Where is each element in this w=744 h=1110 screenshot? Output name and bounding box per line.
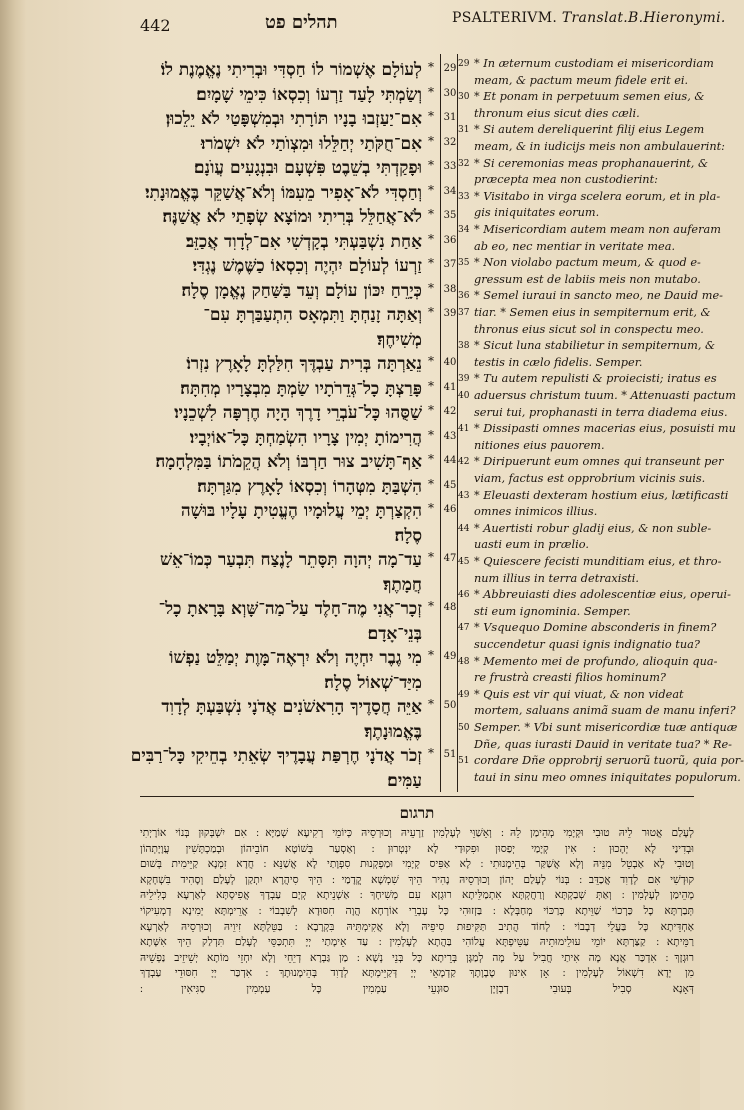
latin-running-title <box>452 10 726 26</box>
latin-verse-text: Dñe, quas iurasti Dauid in veritate tua? * Re- <box>474 737 732 751</box>
latin-verse-line <box>458 554 722 570</box>
latin-verse-text: testis in cælo fidelis. Semper. <box>474 355 643 369</box>
targum-line: לְעָלַם אֲטוּר לֵיהּ טוּבִי וּקְיָמִי מְהֵימַן לֵהּ ׃ וְאֵשַׁוֵּי לְעָלְמִין זַרְעֵיהּ וְכוּרְסֵיהּ כְּיוֹמֵי רְקִיעָא שְׁמַיָּא ׃ אִם יִשְׁבְּקוּן בְּנוֹי אוֹרָיְתִי <box>140 827 694 839</box>
hebrew-verse-marker: * <box>428 427 434 442</box>
hebrew-verse-marker: * <box>428 452 434 466</box>
latin-verse-text: re frustrà creasti filios hominum? <box>474 671 666 685</box>
latin-verse-line <box>460 471 706 487</box>
latin-verse-number: 41 <box>458 424 470 435</box>
hebrew-verse-line: פָּרַצְתָּ כָל־גְּדֵרֹתָיו שַׂמְתָּ מִבְצָרָיו מְחִתָּה׃ <box>180 378 422 399</box>
hebrew-verse-marker: * <box>428 501 434 515</box>
hebrew-verse-number: 40 <box>443 357 457 368</box>
hebrew-verse-line: וְחַסְדִּי לֹא־אָפִיר מֵעִמּוֹ וְלֹא־אֲשַׁקֵּר בֶּאֱמוּנָתִי׃ <box>145 182 422 203</box>
latin-verse-line <box>460 438 694 454</box>
hebrew-verse-marker: * <box>428 305 434 319</box>
latin-verse-text: * Visitabo in virga scelera eorum, et in pla- <box>474 189 721 203</box>
latin-verse-line <box>458 156 709 172</box>
latin-verse-text: tiar. * Semen eius in sempiternum erit, & <box>474 306 711 319</box>
hebrew-verse-number: 47 <box>443 553 457 564</box>
hebrew-verse-marker: * <box>428 280 434 295</box>
latin-verse-line <box>460 139 725 155</box>
latin-verse-line <box>460 670 694 686</box>
latin-verse-text: * Memento mei de profundo, alioquin qua- <box>474 654 718 668</box>
page-gutter-shadow <box>0 0 26 1110</box>
latin-verse-text: * Quis est vir qui viuat, & non videat <box>474 687 684 701</box>
latin-verse-number: 34 <box>458 225 470 235</box>
latin-verse-number: 32 <box>458 158 470 169</box>
latin-verse-text: * Si autem dereliquerint filij eius Legem <box>474 123 705 137</box>
latin-verse-text: meam, & pactum meum fidele erit ei. <box>474 73 689 87</box>
latin-verse-number: 44 <box>458 523 470 534</box>
latin-verse-line <box>460 703 736 719</box>
hebrew-verse-number: 41 <box>443 381 457 393</box>
latin-verse-line <box>458 305 711 321</box>
latin-verse-line <box>460 687 694 703</box>
latin-verse-number: 35 <box>458 258 470 269</box>
hebrew-verse-number: 33 <box>443 161 457 172</box>
hebrew-verse-line: לְעוֹלָם אֶשְׁמוֹר לוֹ חַסְדִּי וּבְרִיתִי נֶאֱמֶנֶת לוֹ׃ <box>160 60 422 80</box>
targum-line: תְּבַרְתָּא כָל כַּרְכוֹי שַׁוֵּיתָא כְּרַכּוֹי מְחַבְּלָא ׃ בַּזְזוּהִי כָּל עָבְרֵי אוֹרְחָא הֲוָה חִסּוּדָא לְשִׁבְבוֹי ׃ אֲרֵימְתָּא יְמִינָא דְמְעִיקוֹי <box>140 905 694 917</box>
latin-verse-line <box>458 720 738 736</box>
latin-verse-number: 38 <box>458 341 470 352</box>
hebrew-verse-number: 48 <box>443 602 457 613</box>
latin-verse-number: 37 <box>458 308 470 318</box>
hebrew-verse-number: 29 <box>443 63 457 74</box>
latin-verse-line <box>458 222 721 238</box>
latin-verse-number: 43 <box>458 490 470 501</box>
hebrew-verse-line: אִם־יַעַזְבוּ בָנָיו תּוֹרָתִי וּבְמִשְׁפָּטַי לֹא יֵלֵכוּן׃ <box>165 109 422 129</box>
hebrew-verse-marker: * <box>428 158 434 172</box>
latin-verse-text: meam, & in iudicijs meis non ambulauerint: <box>474 140 725 153</box>
hebrew-verse-line: עַמִּים׃ <box>387 770 422 791</box>
latin-verse-line <box>458 454 724 470</box>
hebrew-verse-line: חֲמָתֶךָ׃ <box>383 574 422 595</box>
latin-verse-text: * Si ceremonias meas prophanauerint, & <box>474 156 709 170</box>
latin-verse-line <box>458 388 736 404</box>
hebrew-verse-marker: * <box>428 354 434 368</box>
latin-verse-text: nitiones eius pauorem. <box>474 438 605 452</box>
hebrew-verse-line: זַרְעוֹ לְעוֹלָם יִהְיֶה וְכִסְאוֹ כַשֶּׁמֶשׁ נֶגְדִּי׃ <box>192 256 422 276</box>
hebrew-verse-number: 30 <box>443 87 457 99</box>
hebrew-verse-number: 39 <box>443 308 457 319</box>
latin-verse-line <box>458 56 714 72</box>
latin-verse-line <box>460 405 728 421</box>
latin-verse-text: ab eo, nec mentiar in veritate mea. <box>474 239 676 253</box>
latin-verse-number: 42 <box>458 457 470 468</box>
page-number: 442 <box>140 16 171 35</box>
hebrew-verse-number: 35 <box>443 210 457 221</box>
latin-verse-text: Semper. * Vbi sunt misericordiæ tuæ antiquæ <box>474 721 738 734</box>
latin-verse-text: thronum eius sicut dies cæli. <box>474 106 640 120</box>
latin-verse-text: * Dissipasti omnes macerias eius, posuisti mu <box>474 422 736 436</box>
latin-verse-line <box>458 521 712 537</box>
targum-line: מִן יְדָא דִשְׁאוֹל לְעָלְמִין ׃ אָן אִינוּן טָבָוָתָךְ קַדְמָאֵי יְיָ דְּקַיֵּימְתָּא לְדָוִד בְּהֵימָנוּתָךְ ׃ אִדְכַּר יְיָ חִסּוּדֵי עַבְדָךְ <box>140 967 694 980</box>
hebrew-verse-number: 51 <box>443 749 457 760</box>
latin-verse-number: 49 <box>458 689 470 700</box>
targum-rule <box>140 796 694 797</box>
hebrew-verse-marker: * <box>428 109 434 123</box>
hebrew-verse-number: 49 <box>443 651 457 662</box>
latin-verse-number: 33 <box>458 191 470 202</box>
latin-verse-text: gressum est de labiis meis non mutabo. <box>474 272 701 286</box>
latin-verse-number: 39 <box>458 374 470 385</box>
latin-verse-number: 46 <box>458 590 470 601</box>
two-column-frame <box>130 54 744 792</box>
latin-verse-line <box>460 737 732 753</box>
hebrew-verse-line: וְשַׂמְתִּי לָעַד זַרְעוֹ וְכִסְאוֹ כִּימֵי שָׁמָיִם׃ <box>196 84 422 105</box>
targum-line: קוּדְשִׁי אִם לְדָוִד אֲכַדֵּב ׃ בְּנוֹי לְעָלַם יְהוֹן וְכוּרְסֵיהּ נָהִיר הֵיךְ שִׁמְשָׁא קֳדָמַי ׃ הֵיךְ סִיהֲרָא יִתְקַן לְעָלַם וְסָהִיד בִּשְׁחָקָא <box>140 873 694 886</box>
latin-verse-line <box>460 355 694 371</box>
hebrew-verse-number: 34 <box>443 185 457 197</box>
latin-verse-line <box>460 272 701 288</box>
targum-line: וְטוּבִי לָא אַבְטֵל מִנֵּיהּ וְלָא אֲשַׁקַּר בְּהֵימָנוּתִי ׃ לָא אַפִּיס קְיָמִי וּמַפְקְנוּת סִפְוָתַי לָא אֲשַׁנֵּא ׃ חֲדָא זִמְנָא קַיֵּימִית בְּשׁוּם <box>140 858 694 871</box>
latin-verse-text: * Auertisti robur gladij eius, & non suble- <box>474 521 712 535</box>
hebrew-verse-line: סֶלָה׃ <box>394 525 422 546</box>
targum-line: אַחְדֵּיתָא כָּל בַּעֲלֵי דְבָבוֹי ׃ לְחוֹד הֲתִיב תַּקִּיפוּת סִיפֵיהּ וְלָא אֲקִימְתֵּיהּ בִּקְרָבָא ׃ בַּטֵּלְתָּא זִיוֵיהּ וְכוּרְסֵיהּ לְאַרְעָא <box>140 920 694 933</box>
latin-verse-line <box>460 172 694 188</box>
latin-verse-text: * Misericordiam autem meam non auferam <box>474 223 721 236</box>
latin-verse-line <box>460 205 694 221</box>
latin-verse-line <box>458 654 718 670</box>
latin-verse-text: omnes inimicos illius. <box>474 505 598 519</box>
latin-verse-text: * In æternum custodiam ei misericordiam <box>474 57 714 70</box>
hebrew-verse-marker: * <box>428 746 434 760</box>
column-rule-left <box>440 54 441 792</box>
latin-verse-text: * Quiescere fecisti munditiam eius, et thro- <box>474 555 722 568</box>
targum-title: תרגום <box>399 804 435 822</box>
hebrew-verse-line: מִי גֶבֶר יִחְיֶה וְלֹא יִרְאֶה־מָּוֶת יְמַלֵּט נַפְשׁוֹ <box>169 648 422 668</box>
hebrew-verse-marker: * <box>428 378 434 393</box>
hebrew-verse-marker: * <box>428 231 434 246</box>
latin-verse-line <box>458 587 731 603</box>
latin-verse-text: * Vsquequo Domine absconderis in finem? <box>474 621 717 635</box>
latin-verse-line <box>460 571 694 587</box>
latin-verse-line <box>460 106 694 122</box>
running-header <box>0 6 726 38</box>
hebrew-column <box>130 54 457 792</box>
hebrew-verse-number: 44 <box>443 455 457 466</box>
latin-verse-line <box>460 504 694 520</box>
targum-line: מְהֵימַן לְעָלְמִין ׃ וְאַתְּ שְׁבַקְתָּא וְרַחֲקְתָּא אִתְמַלֵּיתָא רוּגְזָא עִם מְשִׁיחָךְ ׃ אַשְׁנֵיתָא קְיָם עַבְדָךְ אֲפִיסְתָּא לְאַרְעָא כְּלִילֵיהּ <box>140 889 694 902</box>
latin-verse-text: * Et ponam in perpetuum semen eius, & <box>474 90 705 104</box>
hebrew-verse-marker: * <box>428 476 434 491</box>
hebrew-verse-number: 46 <box>443 504 457 515</box>
hebrew-verse-number: 45 <box>443 479 457 491</box>
hebrew-verse-marker: * <box>428 182 434 197</box>
targum-line: רוּגְזָךְ ׃ אִדְכַּר אֲנָא מָה אִיתַי חֲבִיל עַל מָה לְמַגָּן בְּרֵיתָא כָּל בְּנֵי נְשָׁא ׃ מַן גַּבְרָא דְיֵחֵי וְלָא יִחְזֵי מוֹתָא יְשֵׁיזֵיב נַפְשֵׁיהּ <box>140 951 694 964</box>
latin-verse-text: sti eum ignominia. Semper. <box>474 604 631 618</box>
hebrew-running-title: תהלים פט <box>265 12 338 33</box>
latin-verse-text: cordare Dñe opprobrij seruorũ tuorũ, quia por- <box>474 754 744 768</box>
hebrew-verse-line: וְאַתָּה זָנַחְתָּ וַתִּמְאָס הִתְעַבַּרְתָּ עִם־ <box>203 305 422 325</box>
latin-verse-line <box>460 770 741 786</box>
latin-verse-number: 47 <box>458 623 470 634</box>
hebrew-verse-line: הִשְׁבַּתָּ מִטְּהָרוֹ וְכִסְאוֹ לָאָרֶץ מִגַּרְתָּה׃ <box>197 476 422 497</box>
hebrew-verse-line: לֹא־אֲחַלֵּל בְּרִיתִי וּמוֹצָא שְׂפָתַי לֹא אֲשַׁנֶּה׃ <box>162 207 422 227</box>
latin-verse-text: præcepta mea non custodierint: <box>474 173 658 187</box>
latin-verse-text: serui tui, prophanasti in terra diadema eius. <box>474 405 728 419</box>
latin-verse-line <box>460 637 700 653</box>
targum-line: רַמֵּיתָא ׃ קַצַּרְתָּא יוֹמֵי עוּלֵימוּתֵיהּ עַטֵּיפְתָּא עֲלוֹהִי בַּהֲתָא לְעָלְמִין ׃ עַד אֵימָתַי יְיָ תִּתְכַּסֵּי לְעָלַם תִּדְלַק הֵיךְ אִשָּׁתָא <box>140 936 694 949</box>
latin-verse-line <box>460 604 694 620</box>
hebrew-verse-marker: * <box>428 403 434 417</box>
hebrew-verse-line: זְכֹר אֲדֹנָי חֶרְפַּת עֲבָדֶיךָ שְׂאֵתִי בְחֵיקִי כָּל־רַבִּים <box>130 746 422 766</box>
latin-verse-number: 50 <box>458 723 470 733</box>
latin-verse-text: * Non violabo pactum meum, & quod e- <box>474 256 701 270</box>
latin-title-rest: Translat.B.Hieronymi. <box>561 10 726 26</box>
latin-verse-line <box>458 255 701 271</box>
latin-verse-line <box>458 488 729 504</box>
latin-verse-line <box>458 620 717 636</box>
latin-verse-line <box>458 421 736 437</box>
latin-verse-text: num illius in terra detraxisti. <box>474 571 639 585</box>
hebrew-verse-line: זְכָר־אֲנִי מֶה־חָלֶד עַל־מַה־שָּׁוְא בָּרָאתָ כָל־ <box>158 599 422 619</box>
latin-column <box>458 54 744 792</box>
latin-verse-text: succendetur quasi ignis indignatio tua? <box>474 638 700 651</box>
latin-verse-text: aduersus christum tuum. * Attenuasti pactum <box>474 389 736 402</box>
targum-line: דְּאָנָא סְבִיל בְּעוּבִי דְבָזְיָן סוּגְעֵי עַמְמִין כָּל עַמְמִין סַגִּיאִין ׃ <box>140 983 694 995</box>
latin-verse-number: 40 <box>458 391 470 401</box>
hebrew-verse-number: 32 <box>443 136 457 148</box>
hebrew-verse-line: מִיַּד־שְׁאוֹל סֶלָה׃ <box>324 672 422 693</box>
hebrew-verse-line: אַיֵּה חֲסָדֶיךָ הָרִאשֹׁנִים אֲדֹנָי נִשְׁבַּעְתָּ לְדָוִד <box>161 697 422 717</box>
latin-verse-text: * Eleuasti dexteram hostium eius, lætificasti <box>474 488 729 502</box>
latin-verse-line <box>460 322 704 338</box>
hebrew-verse-marker: * <box>428 550 434 564</box>
hebrew-verse-line: וּפָקַדְתִּי בְשֵׁבֶט פִּשְׁעָם וּבִנְגָעִים עֲוֺנָם׃ <box>193 158 422 178</box>
hebrew-verse-marker: * <box>428 133 434 148</box>
latin-verse-number: 36 <box>458 291 470 302</box>
latin-title-caps: PSALTERIVM. <box>452 10 558 26</box>
latin-verse-text: uasti eum in prælio. <box>474 538 589 552</box>
latin-verse-number: 45 <box>458 557 470 567</box>
latin-verse-line <box>458 753 744 769</box>
hebrew-verse-marker: * <box>428 256 434 270</box>
latin-verse-text: mortem, saluans animã suam de manu inferi? <box>474 704 736 718</box>
latin-verse-number: 29 <box>458 59 470 69</box>
latin-verse-number: 51 <box>458 756 470 767</box>
hebrew-verse-line: בֶּאֱמוּנָתֶךָ׃ <box>364 721 422 742</box>
hebrew-verse-line: שַׁסֻּהוּ כָּל־עֹבְרֵי דָרֶךְ הָיָה חֶרְפָּה לִשְׁכֵנָיו׃ <box>174 403 422 423</box>
latin-verse-text: * Diripuerunt eum omnes qui transeunt per <box>474 455 724 469</box>
hebrew-verse-marker: * <box>428 648 434 662</box>
hebrew-verse-number: 37 <box>443 259 457 270</box>
latin-verse-line <box>460 537 694 553</box>
latin-verse-number: 31 <box>458 125 470 136</box>
latin-verse-text: * Semel iuraui in sancto meo, ne Dauid me- <box>474 289 723 303</box>
latin-verse-line <box>458 338 716 354</box>
hebrew-verse-line: אַף־תָּשִׁיב צוּר חַרְבּוֹ וְלֹא הֲקֵמֹתוֹ בַּמִּלְחָמָה׃ <box>155 452 422 472</box>
hebrew-verse-line: נֵאַרְתָּה בְּרִית עַבְדֶּךָ חִלַּלְתָּ לָאָרֶץ נִזְרוֹ׃ <box>186 354 422 374</box>
latin-verse-line <box>458 89 705 105</box>
hebrew-verse-line: עַד־מָה יְהוָה תִּסָּתֵר לָנֶצַח תִּבְעַר כְּמוֹ־אֵשׁ <box>159 550 422 570</box>
hebrew-verse-marker: * <box>428 207 434 221</box>
latin-verse-text: * Abbreuiasti dies adolescentiæ eius, operui- <box>474 588 731 602</box>
latin-verse-line <box>460 73 694 89</box>
targum-line: וּבְדִינַי לָא יְהָכוּן ׃ אִין קְיָמַי יְפַסוּן וּפִקוּדַי לָא יִנְטְרוּן ׃ וְאַסְעַר בְּשׁוֹטָא חוֹבֵיהוֹן וּבְמַכְתָּשִׁין עֲוָיָתְהוֹן <box>140 842 694 855</box>
hebrew-verse-line: מְשִׁיחֶךָ׃ <box>377 329 422 350</box>
hebrew-verse-number: 43 <box>443 430 457 442</box>
latin-verse-number: 30 <box>458 92 470 103</box>
latin-verse-line <box>458 189 721 205</box>
latin-verse-text: * Sicut luna stabilietur in sempiternum, & <box>474 339 716 353</box>
latin-verse-line <box>458 371 717 387</box>
hebrew-verse-line: אַחַת נִשְׁבַּעְתִּי בְקָדְשִׁי אִם־לְדָוִד אֲכַזֵּב׃ <box>185 231 422 252</box>
hebrew-verse-line: אִם־חֻקֹּתַי יְחַלֵּלוּ וּמִצְוֺתַי לֹא יִשְׁמֹרוּ׃ <box>200 133 422 154</box>
hebrew-verse-number: 31 <box>443 112 457 123</box>
latin-verse-line <box>460 239 694 255</box>
hebrew-verse-marker: * <box>428 84 434 99</box>
hebrew-verse-marker: * <box>428 60 434 74</box>
latin-verse-number: 48 <box>458 656 470 667</box>
hebrew-verse-line: בְּנֵי־אָדָם׃ <box>367 623 422 644</box>
hebrew-verse-number: 38 <box>443 283 457 295</box>
hebrew-verse-line: כְּיָרֵחַ יִכּוֹן עוֹלָם וְעֵד בַּשַּׁחַק נֶאֱמָן סֶלָה׃ <box>181 280 422 301</box>
hebrew-verse-marker: * <box>428 697 434 711</box>
hebrew-verse-number: 42 <box>443 406 457 417</box>
latin-verse-text: gis iniquitates eorum. <box>474 206 600 220</box>
latin-verse-text: viam, factus est opprobrium vicinis suis. <box>474 472 706 485</box>
hebrew-verse-line: הֲרִימוֹתָ יְמִין צָרָיו הִשְׂמַחְתָּ כָּל־אוֹיְבָיו׃ <box>189 427 422 448</box>
latin-verse-text: thronus eius sicut sol in conspectu meo. <box>474 322 704 336</box>
hebrew-verse-number: 36 <box>443 234 457 246</box>
latin-verse-text: taui in sinu meo omnes iniquitates populorum. <box>474 770 741 784</box>
latin-verse-text: * Tu autem repulisti & proiecisti; iratus es <box>474 372 717 386</box>
hebrew-verse-marker: * <box>428 599 434 613</box>
hebrew-verse-number: 50 <box>443 700 457 711</box>
hebrew-verse-line: הִקְצַרְתָּ יְמֵי עֲלוּמָיו הֶעֱטִיתָ עָלָיו בּוּשָׁה <box>180 501 422 521</box>
latin-verse-line <box>458 122 705 138</box>
latin-verse-line <box>458 288 723 304</box>
